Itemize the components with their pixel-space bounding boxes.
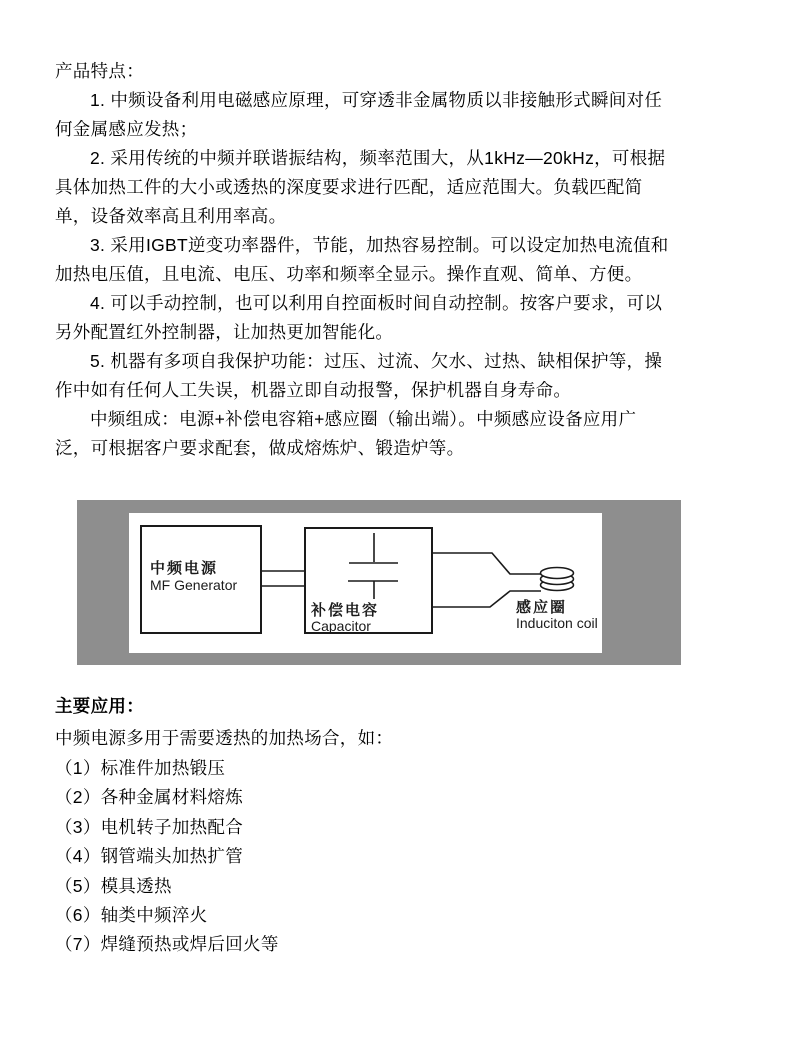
paragraph-line: 1. 中频设备利用电磁感应原理，可穿透非金属物质以非接触形式瞬间对任 [90, 90, 663, 110]
paragraph-line: 2. 采用传统的中频并联谐振结构，频率范围大，从1kHz—20kHz，可根据 [90, 148, 666, 168]
applications-intro: 中频电源多用于需要透热的加热场合，如： [55, 728, 394, 748]
paragraph-line: 单，设备效率高且利用率高。 [55, 206, 287, 226]
list-item: （2）各种金属材料熔炼 [55, 787, 244, 808]
paragraph-line: 泛，可根据客户要求配套，做成熔炼炉、锻造炉等。 [55, 438, 465, 458]
list-item: （3）电机转子加热配合 [55, 816, 244, 837]
paragraph-line: 5. 机器有多项自我保护功能：过压、过流、欠水、过热、缺相保护等，操 [90, 351, 663, 371]
paragraph-line: 加热电压值，且电流、电压、功率和频率全显示。操作直观、简单、方便。 [55, 264, 643, 284]
paragraph-line: 3. 采用IGBT逆变功率器件，节能，加热容易控制。可以设定加热电流值和 [90, 235, 669, 255]
system-diagram-svg [77, 500, 681, 665]
coil-label-zh: 感应圈 [516, 599, 568, 616]
list-item: （4）钢管端头加热扩管 [55, 846, 244, 867]
capacitor-label-en: Capacitor [311, 618, 371, 634]
paragraph-line: 另外配置红外控制器，让加热更加智能化。 [55, 322, 394, 342]
paragraph-line: 作中如有任何人工失误，机器立即自动报警，保护机器自身寿命。 [55, 380, 572, 400]
list-item: （1）标准件加热锻压 [55, 758, 226, 778]
capacitor-label-zh: 补偿电容 [311, 602, 380, 619]
paragraph-line: 何金属感应发热； [55, 119, 198, 139]
applications-heading: 主要应用： [55, 696, 144, 716]
features-heading: 产品特点： [55, 61, 144, 81]
paragraph-line: 4. 可以手动控制，也可以利用自控面板时间自动控制。按客户要求，可以 [90, 293, 663, 313]
system-diagram [77, 500, 681, 665]
list-item: （6）轴类中频淬火 [55, 904, 208, 925]
list-item: （5）模具透热 [55, 875, 172, 896]
paragraph-line: 具体加热工件的大小或透热的深度要求进行匹配，适应范围大。负载匹配简 [55, 177, 643, 197]
paragraph-line: 中频组成：电源+补偿电容箱+感应圈（输出端）。中频感应设备应用广 [90, 409, 637, 429]
applications-list [55, 754, 279, 960]
features-section [55, 57, 739, 463]
list-item: （7）焊缝预热或焊后回火等 [55, 934, 279, 955]
mf-generator-label-en: MF Generator [150, 577, 238, 593]
induction-coil-icon [541, 568, 574, 591]
mf-generator-label-zh: 中频电源 [150, 560, 219, 577]
coil-label-en: Induciton coil [516, 615, 598, 631]
